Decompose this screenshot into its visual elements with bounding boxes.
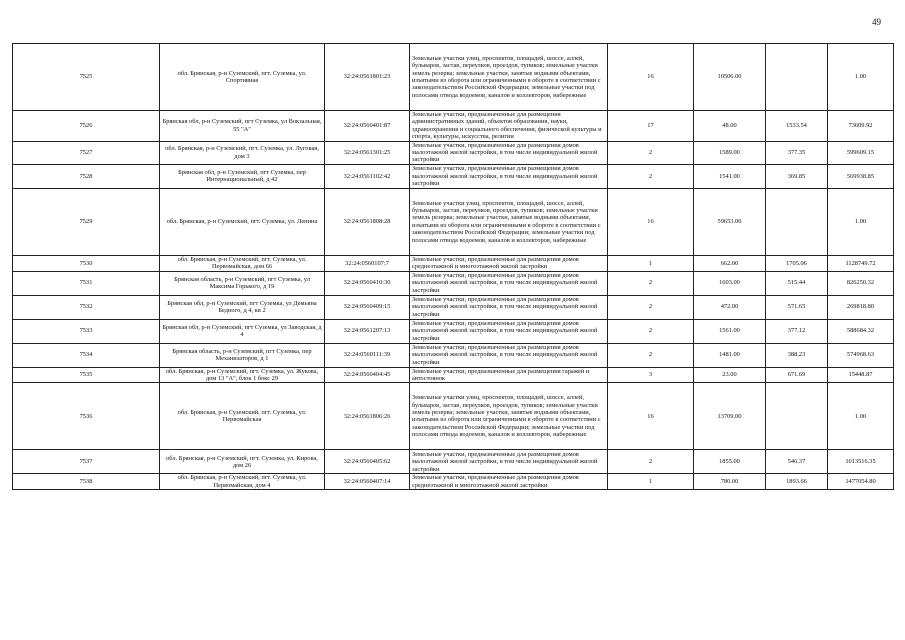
row-number-cell: 7533 xyxy=(13,319,160,343)
address-cell: обл. Брянская, р-н Суземский, пгт. Суземка, ул. Жукова, дом 13 "А", блок 1 бокс 29 xyxy=(160,367,325,383)
unit-value-cell xyxy=(766,383,828,450)
cadastral-value-cell: 588684.32 xyxy=(828,319,894,343)
address-cell: Брянская область, р-н Суземский, пгт Суземка, ул Максима Горького, д 19 xyxy=(160,271,325,295)
land-use-description-cell: Земельные участки улиц, проспектов, площадей, шоссе, аллей, бульваров, застав, переулков, проездов, тупиков; земельные участки земель резерва; земельные участки, занятые водными объектами, изъятыми из оборота или ограниченными в обороте в соответствии с законодательством Российской Федерации; земельные участки под полосами отвода водоемов, каналов и коллекторов, набережные xyxy=(410,44,608,111)
area-cell: 472.00 xyxy=(694,295,766,319)
cadastral-number-cell: 32:24:0560107:7 xyxy=(325,255,410,271)
table-row xyxy=(13,450,894,474)
cadastral-number-cell: 32:24:0560409:15 xyxy=(325,295,410,319)
cadastral-value-cell: 1013516.35 xyxy=(828,450,894,474)
address-cell: обл. Брянская, р-н Суземский, пгт. Суземка, ул. Ленина xyxy=(160,188,325,255)
address-cell: обл. Брянская, р-н Суземский, пгт. Суземка, ул. Первомайская, дом 4 xyxy=(160,474,325,490)
cadastral-number-cell: 32:24:0560410:30 xyxy=(325,271,410,295)
cadastral-value-cell: 599609.15 xyxy=(828,141,894,164)
land-use-description-cell: Земельные участки, предназначенные для размещения домов малоэтажной жилой застройки, в том числе индивидуальной жилой застройки xyxy=(410,141,608,164)
land-use-description-cell: Земельные участки, предназначенные для размещения домов среднеэтажной и многоэтажной жилой застройки xyxy=(410,474,608,490)
land-registry-table xyxy=(12,43,894,490)
cadastral-number-cell: 32:24:0561801:23 xyxy=(325,44,410,111)
area-cell: 1481.00 xyxy=(694,343,766,367)
row-number-cell: 7528 xyxy=(13,164,160,188)
unit-value-cell: 1705.06 xyxy=(766,255,828,271)
row-number-cell: 7530 xyxy=(13,255,160,271)
area-cell: 23.00 xyxy=(694,367,766,383)
group-code-cell: 2 xyxy=(608,164,694,188)
unit-value-cell: 369.85 xyxy=(766,164,828,188)
table-row xyxy=(13,164,894,188)
group-code-cell: 2 xyxy=(608,271,694,295)
group-code-cell: 2 xyxy=(608,295,694,319)
cadastral-value-cell: 826250.32 xyxy=(828,271,894,295)
unit-value-cell: 388.23 xyxy=(766,343,828,367)
group-code-cell: 2 xyxy=(608,141,694,164)
cadastral-value-cell: 73609.92 xyxy=(828,111,894,142)
table-row xyxy=(13,188,894,255)
cadastral-value-cell: 1.00 xyxy=(828,188,894,255)
area-cell: 13709.00 xyxy=(694,383,766,450)
land-use-description-cell: Земельные участки улиц, проспектов, площадей, шоссе, аллей, бульваров, застав, переулков, проездов, тупиков; земельные участки земель резерва; земельные участки, занятые водными объектами, изъятыми из оборота или ограниченными в обороте в соответствии с законодательством Российской Федерации; земельные участки под полосами отвода водоемов, каналов и коллекторов, набережные xyxy=(410,383,608,450)
area-cell: 1589.00 xyxy=(694,141,766,164)
group-code-cell: 1 xyxy=(608,255,694,271)
area-cell: 780.00 xyxy=(694,474,766,490)
area-cell: 662.00 xyxy=(694,255,766,271)
unit-value-cell: 671.69 xyxy=(766,367,828,383)
row-number-cell: 7538 xyxy=(13,474,160,490)
area-cell: 10506.00 xyxy=(694,44,766,111)
group-code-cell: 1 xyxy=(608,474,694,490)
area-cell: 59653.00 xyxy=(694,188,766,255)
address-cell: Брянская область, р-н Суземский, пгт Суземка, пер Механизаторов, д 1 xyxy=(160,343,325,367)
cadastral-number-cell: 32:24:0561301:25 xyxy=(325,141,410,164)
table-body xyxy=(13,44,894,490)
group-code-cell: 16 xyxy=(608,44,694,111)
land-use-description-cell: Земельные участки, предназначенные для размещения домов малоэтажной жилой застройки, в том числе индивидуальной жилой застройки xyxy=(410,343,608,367)
cadastral-value-cell: 574968.63 xyxy=(828,343,894,367)
cadastral-number-cell: 32:24:0560111:39 xyxy=(325,343,410,367)
address-cell: обл. Брянская, р-н Суземский, пгт. Суземка, ул. Луговая, дом 3 xyxy=(160,141,325,164)
table-row xyxy=(13,141,894,164)
cadastral-number-cell: 32:24:0560404:45 xyxy=(325,367,410,383)
table-row xyxy=(13,44,894,111)
cadastral-value-cell: 15448.87 xyxy=(828,367,894,383)
row-number-cell: 7531 xyxy=(13,271,160,295)
row-number-cell: 7532 xyxy=(13,295,160,319)
table-row xyxy=(13,255,894,271)
row-number-cell: 7526 xyxy=(13,111,160,142)
address-cell: Брянская обл, р-н Суземский, пгт Суземка, ул Заводская, д 4 xyxy=(160,319,325,343)
area-cell: 1855.00 xyxy=(694,450,766,474)
land-use-description-cell: Земельные участки, предназначенные для размещения домов малоэтажной жилой застройки, в том числе индивидуальной жилой застройки xyxy=(410,271,608,295)
cadastral-value-cell: 569938.85 xyxy=(828,164,894,188)
row-number-cell: 7529 xyxy=(13,188,160,255)
address-cell: Брянская обл, р-н Суземский, пгт Суземка, пер Интернациональный, д 42 xyxy=(160,164,325,188)
cadastral-value-cell: 1128749.72 xyxy=(828,255,894,271)
cadastral-number-cell: 32:24:0560407:14 xyxy=(325,474,410,490)
land-use-description-cell: Земельные участки, предназначенные для размещения домов малоэтажной жилой застройки, в том числе индивидуальной жилой застройки xyxy=(410,450,608,474)
address-cell: Брянская обл, р-н Суземский, пгт Суземка, ул Вокзальная, 55 "А" xyxy=(160,111,325,142)
land-use-description-cell: Земельные участки, предназначенные для размещения домов среднеэтажной и многоэтажной жилой застройки xyxy=(410,255,608,271)
group-code-cell: 2 xyxy=(608,450,694,474)
address-cell: обл. Брянская, р-н Суземский, пгт. Суземка, ул. Спортивная xyxy=(160,44,325,111)
area-cell: 1561.00 xyxy=(694,319,766,343)
unit-value-cell: 1533.54 xyxy=(766,111,828,142)
cadastral-value-cell: 1.00 xyxy=(828,383,894,450)
table-row xyxy=(13,474,894,490)
land-use-description-cell: Земельные участки, предназначенные для размещения домов малоэтажной жилой застройки, в том числе индивидуальной жилой застройки xyxy=(410,319,608,343)
cadastral-number-cell: 32:24:0561102:42 xyxy=(325,164,410,188)
land-use-description-cell: Земельные участки, предназначенные для размещения домов малоэтажной жилой застройки, в том числе индивидуальной жилой застройки xyxy=(410,164,608,188)
unit-value-cell: 377.12 xyxy=(766,319,828,343)
unit-value-cell: 1893.66 xyxy=(766,474,828,490)
group-code-cell: 17 xyxy=(608,111,694,142)
table-row xyxy=(13,343,894,367)
cadastral-value-cell: 1.00 xyxy=(828,44,894,111)
area-cell: 48.00 xyxy=(694,111,766,142)
table-row xyxy=(13,111,894,142)
row-number-cell: 7525 xyxy=(13,44,160,111)
land-use-description-cell: Земельные участки, предназначенные для размещения домов малоэтажной жилой застройки, в том числе индивидуальной жилой застройки xyxy=(410,295,608,319)
row-number-cell: 7535 xyxy=(13,367,160,383)
cadastral-number-cell: 32:24:0561808:28 xyxy=(325,188,410,255)
table-row xyxy=(13,383,894,450)
address-cell: обл. Брянская, р-н Суземский, пгт. Суземка, ул. Первомайская, дом 66 xyxy=(160,255,325,271)
address-cell: обл. Брянская, р-н Суземский, пгт. Суземка, ул. Кирова, дом 26 xyxy=(160,450,325,474)
group-code-cell: 16 xyxy=(608,383,694,450)
row-number-cell: 7534 xyxy=(13,343,160,367)
row-number-cell: 7536 xyxy=(13,383,160,450)
table-row xyxy=(13,295,894,319)
group-code-cell: 3 xyxy=(608,367,694,383)
address-cell: Брянская обл, р-н Суземский, пгт Суземка, ул Демьяна Бедного, д 4, кв 2 xyxy=(160,295,325,319)
unit-value-cell: 377.35 xyxy=(766,141,828,164)
unit-value-cell xyxy=(766,188,828,255)
table-row xyxy=(13,367,894,383)
row-number-cell: 7527 xyxy=(13,141,160,164)
group-code-cell: 2 xyxy=(608,319,694,343)
area-cell: 1541.00 xyxy=(694,164,766,188)
cadastral-number-cell: 32:24:0560405:62 xyxy=(325,450,410,474)
area-cell: 1603.00 xyxy=(694,271,766,295)
cadastral-value-cell: 1477054.80 xyxy=(828,474,894,490)
table-row xyxy=(13,319,894,343)
unit-value-cell: 515.44 xyxy=(766,271,828,295)
group-code-cell: 2 xyxy=(608,343,694,367)
row-number-cell: 7537 xyxy=(13,450,160,474)
cadastral-value-cell: 269818.80 xyxy=(828,295,894,319)
land-use-description-cell: Земельные участки улиц, проспектов, площадей, шоссе, аллей, бульваров, застав, переулков, проездов, тупиков; земельные участки земель резерва; земельные участки, занятые водными объектами, изъятыми из оборота или ограниченными в обороте в соответствии с законодательством Российской Федерации; земельные участки под полосами отвода водоемов, каналов и коллекторов, набережные xyxy=(410,188,608,255)
land-use-description-cell: Земельные участки, предназначенные для размещения гаражей и автостоянок xyxy=(410,367,608,383)
unit-value-cell: 571.65 xyxy=(766,295,828,319)
land-use-description-cell: Земельные участки, предназначенные для размещения административных зданий, объектов образования, науки, здравоохранения и социального обеспечения, физической культуры и спорта, культуры, искусства, религии xyxy=(410,111,608,142)
unit-value-cell: 546.37 xyxy=(766,450,828,474)
address-cell: обл. Брянская, р-н Суземский, пгт. Суземка, ул. Первомайская xyxy=(160,383,325,450)
table-row xyxy=(13,271,894,295)
cadastral-number-cell: 32:24:0561806:26 xyxy=(325,383,410,450)
unit-value-cell xyxy=(766,44,828,111)
page-number: 49 xyxy=(872,17,881,27)
group-code-cell: 16 xyxy=(608,188,694,255)
cadastral-number-cell: 32:24:0561207:13 xyxy=(325,319,410,343)
cadastral-number-cell: 32:24:0560401:87 xyxy=(325,111,410,142)
